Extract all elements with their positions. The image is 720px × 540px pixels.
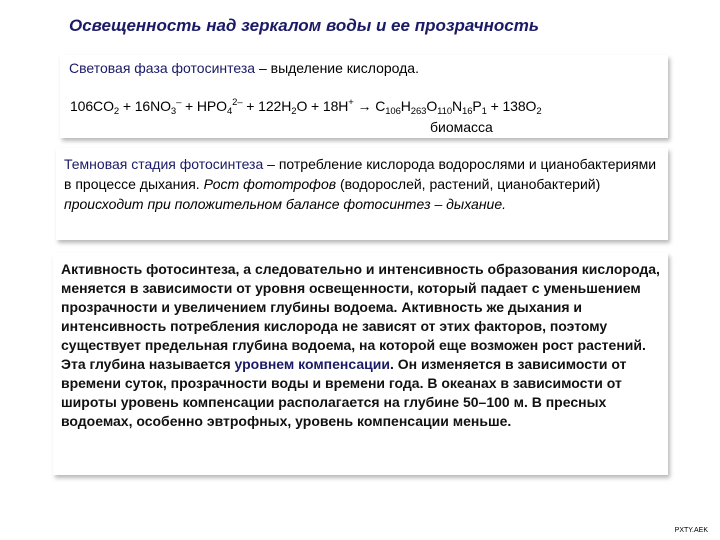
- dark-stage-text: (водорослей, растений, цианобактерий): [336, 176, 601, 192]
- light-phase-line: [69, 60, 419, 76]
- eq-part: N: [452, 98, 463, 114]
- compensation-term: уровнем компенсации: [234, 356, 390, 372]
- eq-sub: 2: [536, 106, 542, 117]
- compensation-paragraph: [61, 260, 661, 431]
- eq-sup: –: [176, 97, 182, 108]
- dark-stage-term: Темновая стадия фотосинтеза: [64, 156, 264, 172]
- eq-sup: +: [348, 97, 354, 108]
- eq-part: → C: [353, 98, 386, 114]
- eq-sup: 2–: [232, 97, 243, 108]
- eq-sub: 2: [291, 106, 297, 117]
- eq-part: H: [400, 98, 411, 114]
- eq-sub: 2: [113, 106, 120, 117]
- eq-sub: 1: [481, 106, 487, 117]
- eq-part: O + 18H: [296, 98, 349, 114]
- eq-sub: 4: [226, 106, 233, 117]
- source-watermark: PXTY.AEK: [674, 527, 708, 534]
- eq-part: + HPO: [181, 98, 227, 114]
- eq-part: + 138O: [486, 98, 537, 114]
- dark-stage-text: – потребление кислорода водорослями и цианобактериями в процессе дыхания.: [64, 156, 657, 192]
- eq-sub: 110: [437, 106, 453, 117]
- light-phase-term: Световая фаза фотосинтеза: [69, 60, 256, 76]
- compensation-text: Активность фотосинтеза, а следовательно и интенсивность образования кислорода, меняется в зависимости от уровня освещенности, который падает с уменьшением прозрачности и увеличением глубины водоема. Активность же дыхания и интенсивность потребления кислорода не зависят от этих факторов, поэтому существует предельная глубина водоема, на которой еще возможен рост растений. Эта глубина называется: [61, 261, 660, 372]
- eq-part: O: [426, 98, 438, 114]
- eq-part: + 16NO: [119, 98, 171, 114]
- eq-sub: 16: [462, 106, 473, 117]
- eq-sub: 263: [410, 106, 427, 117]
- eq-sub: 106: [385, 106, 401, 117]
- eq-part: P: [472, 98, 482, 114]
- eq-part: + 122H: [242, 98, 292, 114]
- compensation-text: . Он изменяется в зависимости от времени суток, прозрачности воды и времени года. В океанах в зависимости от широты уровень компенсации располагается на глубине 50–100 м. В пресных водоемах, особенно эвтрофных, уровень компенсации меньше.: [61, 356, 627, 429]
- eq-sub: 3: [170, 106, 177, 117]
- eq-part: 106CO: [70, 98, 114, 114]
- dark-stage-italic: Рост фототрофов: [203, 176, 337, 192]
- slide-title: Освещенность над зеркалом воды и ее прозрачность: [69, 16, 539, 35]
- light-phase-rest: – выделение кислорода.: [255, 60, 419, 76]
- photosynthesis-equation: [70, 97, 542, 117]
- dark-stage-italic: происходит при положительном балансе фотосинтез – дыхание.: [64, 196, 507, 212]
- dark-stage-paragraph: [64, 154, 664, 214]
- biomass-label: биомасса: [430, 119, 493, 135]
